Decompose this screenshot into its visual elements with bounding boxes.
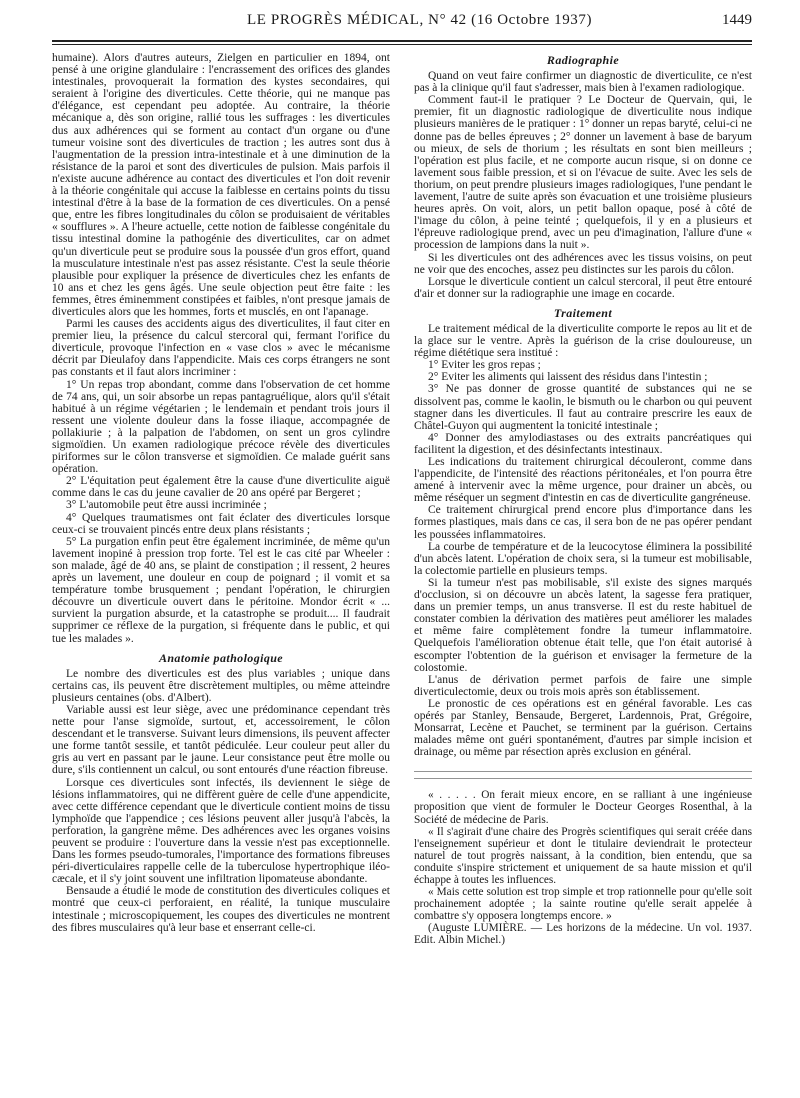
paragraph: Lorsque ces diverticules sont infectés, ils deviennent le siège de lésions inflammatoires, qui ne diffèrent guère de celle d'une appendicite, avec cette différence cependant que le diverticule contient moins de tissu lymphoïde que l'appendice ; ces lésions peuvent aller jusqu'à l'abcès, la perforation, la gangrène même. Des adhérences avec les organes voisins peuvent se produire : l'ouverture dans la vessie n'est pas exceptionnelle. Dans les formes pseudo-tumorales, l'importance des formations fibreuses péri-diverticulaires rappelle celle de la tuberculose hypertrophique iléo-cæcale, et il s'y joint souvent une infiltration lipomateuse abondante. (52, 776, 390, 886)
quote-paragraph: (Auguste LUMIÈRE. — Les horizons de la médecine. Un vol. 1937. Edit. Albin Michel.) (414, 922, 752, 947)
paragraph: L'anus de dérivation permet parfois de faire une simple diverticulectomie, deux ou trois mois après son établissement. (414, 673, 752, 698)
quote-paragraph: « Il s'agirait d'une chaire des Progrès scientifiques qui serait créée dans l'enseignement supérieur et dont le titulaire deviendrait le protecteur naturel de tout progrès naissant, à la condition, bien entendu, que sa conduite s'inspire strictement et uniquement de sa haute mission et qu'il échappe à toutes les influences. (414, 825, 752, 886)
paragraph: 3° Ne pas donner de grosse quantité de substances qui ne se dissolvent pas, comme le kaolin, le bismuth ou le charbon ou qui peuvent stagner dans les diverticules. Il faut au contraire prescrire les eaux de Châtel-Guyon qui augmentent la tonicité intestinale ; (414, 383, 752, 432)
paragraph: Bensaude a étudié le mode de constitution des diverticules coliques et montré que ceux-ci perforaient, en réalité, la tunique musculaire intestinale ; microscopiquement, les coupes des diverticules ne montrent des fibres musculaires qu'à leur base et enserrant celle-ci. (52, 885, 390, 934)
paragraph: Ce traitement chirurgical prend encore plus d'importance dans les formes plastiques, mais dans ce cas, il sera bon de ne pas opérer pendant les poussées inflammatoires. (414, 504, 752, 541)
paragraph: Si la tumeur n'est pas mobilisable, s'il existe des signes marqués d'occlusion, si on découvre un abcès latent, la sagesse fera pratiquer, dans un premier temps, un anus transverse. Il est du reste habituel de constater combien la dérivation des matières peut améliorer les malades et même faire complètement fondre la tumeur inflammatoire. Quelquefois l'amélioration obtenue était telle, que l'on était autorisé à escompter l'obtention de la guérison et envisager la fermeture de la colostomie. (414, 576, 752, 674)
paragraph: 1° Eviter les gros repas ; (428, 359, 541, 372)
section-heading: Anatomie pathologique (158, 650, 284, 665)
left-column (52, 52, 390, 934)
paragraph: Parmi les causes des accidents aigus des diverticulites, il faut citer en premier lieu, la présence du calcul stercoral qui, fermant l'orifice du diverticule, provoque l'infection en « vase clos » avec le mécanisme décrit par Dieulafoy dans l'appendicite. Mais ces corps étrangers ne sont pas constants et il faut alors incriminer : (52, 318, 390, 379)
paragraph: Les indications du traitement chirurgical découleront, comme dans l'appendicite, de l'intensité des réactions péritonéales, et l'on pourra être amené à intervenir avec la même urgence, pour drainer un abcès, ou même réséquer un segment d'intestin en cas de diverticulite gangréneuse. (414, 456, 752, 505)
paragraph: 5° La purgation enfin peut être également incriminée, de même qu'un lavement inopiné à pression trop forte. Tel est le cas cité par Wheeler : son malade, âgé de 40 ans, se plaint de constipation ; il ressent, 2 heures après un lavement, une douleur en coup de poignard ; il vomit et sa température tombe brusquement ; pendant l'opération, le chirurgien découvre un diverticule ouvert dans le péritoine. Mondor écrit « ... survient la purgation absurde, et la catastrophe se produit.... Il faudrait supprimer ce réflexe de la purgation, si fréquente dans le public, et qui tue les malades ». (52, 535, 390, 645)
right-column (414, 52, 752, 947)
paragraph: Variable aussi est leur siège, avec une prédominance cependant très nette pour l'anse sigmoïde, surtout, et, accessoirement, le côlon descendant et le transverse. Suivant leurs dimensions, ils peuvent affecter une forme tantôt sessile, et tantôt pédiculée. Leur couleur peut aller du gris au vert en passant par le jaune. Leur consistance peut être molle ou dure, s'ils contiennent un calcul, ou sont entourés d'une réaction fibreuse. (52, 703, 390, 777)
section-heading: Traitement (553, 305, 613, 320)
paragraph: La courbe de température et de la leucocytose éliminera la possibilité d'un abcès latent. L'opération de choix sera, si la tumeur est mobilisable, la colectomie partielle en plusieurs temps. (414, 540, 752, 577)
section-divider (414, 771, 752, 779)
paragraph: 1° Un repas trop abondant, comme dans l'observation de cet homme de 74 ans, qui, un soir absorbe un repas pantagruélique, alors qu'il s'était habitué à un régime végétarien ; le lendemain et pendant trois jours il ressent une violente douleur dans la fosse iliaque, accompagnée de pollakiurie ; à la palpation de l'abdomen, on sent un gros cylindre sigmoïdien. Un examen radiologique précoce révèle des diverticules piriformes sur le côlon transverse et sigmoïdien. Ce malade guérit sans opération. (52, 378, 390, 476)
journal-title: LE PROGRÈS MÉDICAL, N° 42 (16 Octobre 1937) (247, 12, 593, 28)
quote-paragraph: « Mais cette solution est trop simple et trop rationnelle pour qu'elle soit prochainement adoptée ; la sainte routine qu'elle serait appelée à combattre s'y opposera longtemps encore. » (414, 886, 752, 923)
paragraph: 4° Quelques traumatismes ont fait éclater des diverticules lorsque ceux-ci se trouvaient pincés entre deux plans résistants ; (52, 511, 390, 536)
paragraph: Comment faut-il le pratiquer ? Le Docteur de Quervain, qui, le premier, fit un diagnostic radiologique de diverticulite nous indique plusieurs manières de le pratiquer : 1° donner un repas baryté, celui-ci ne donne pas de belles épreuves ; 2° donner un lavement à base de baryum ou mieux, de sels de thorium ; les résultats en sont bien meilleurs ; l'opération est plus facile, et ne comporte aucun risque, si on donne ce lavement sous faible pression, et si on l'évacue de suite. Avec les sels de thorium, on peut prendre plusieurs images radiologiques, l'une pendant le lavement, l'autre de suite après son évacuation et une troisième plusieurs heures après. On voit, alors, un petit ballon opaque, posé à côté de l'image du côlon, à peine teinté ; quelquefois, il y en a plusieurs et l'épreuve radiologique prend, avec un peu d'imagination, l'allure d'une « procession de lampions dans la nuit ». (414, 94, 752, 252)
section-heading: Radiographie (546, 53, 620, 67)
paragraph: 4° Donner des amylodiastases ou des extraits pancréatiques qui facilitent la digestion, et des désinfectants intestinaux. (414, 431, 752, 456)
page-header (52, 12, 752, 34)
paragraph: Lorsque le diverticule contient un calcul stercoral, il peut être entouré d'air et donner sur la radiographie une image en cocarde. (414, 275, 752, 300)
paragraph: Le nombre des diverticules est des plus variables ; unique dans certains cas, ils peuvent être discrètement multiples, ou même atteindre plusieurs centaines (obs. d'Albert). (52, 667, 390, 704)
header-rule-thin (52, 44, 752, 45)
paragraph: 2° L'équitation peut également être la cause d'une diverticulite aiguë comme dans le cas du jeune cavalier de 20 ans opéré par Bergeret ; (52, 475, 390, 500)
quote-paragraph: « . . . . . On ferait mieux encore, en se ralliant à une ingénieuse proposition que vient de formuler le Docteur Georges Rosenthal, à la Société de médecine de Paris. (414, 789, 752, 826)
paragraph: Quand on veut faire confirmer un diagnostic de diverticulite, ce n'est pas à la clinique qu'il faut s'adresser, mais bien à l'examen radiologique. (414, 70, 752, 95)
paragraph: Le traitement médical de la diverticulite comporte le repos au lit et de la glace sur le ventre. Après la guérison de la crise douloureuse, un régime diététique sera institué : (414, 322, 752, 360)
paragraph: humaine). Alors d'autres auteurs, Zielgen en particulier en 1894, ont pensé à une origine glandulaire : l'encrassement des orifices des glandes intestinales, provoquerait la formation des kystes secondaires, qui seraient à l'origine des diverticules. Cette théorie, qui ne manque pas d'élégance, est cependant peu adoptée. Au contraire, la théorie mécanique a, dès son origine, rallié tous les suffrages : les diverticules dus aux adhérences qui se forment au contact d'un organe ou d'une tumeur voisine sont des diverticules de traction ; les autres sont dus à l'augmentation de la pression intra-intestinale et à une diminution de la résistance de la paroi et sont des diverticules de pulsion. Mais parfois il n'existe aucune adhérence au contact des diverticules et l'on doit revenir à la théorie congénitale qui accuse la faiblesse en certains points du tissu intestinal d'être à la base de la formation de ces diverticules. On a pensé que, entre les fibres longitudinales du côlon se produisaient de véritables « soufflures ». A l'heure actuelle, cette notion de faiblesse congénitale du tissu intestinal domine la pathogénie des diverticulites, car on admet qu'un diverticule peut se produire sous la poussée d'un gros effort, quand la musculature intestinale n'est pas assez résistante. C'est la seule théorie plausible pour expliquer la présence de diverticules chez les enfants de 10 ans et chez les gens âgés. Une seule objection peut être faite : les femmes, êtres éminemment constipées et faibles, n'ont presque jamais de diverticules alors que les hommes, forts et musclés, en ont l'apanage. (52, 52, 390, 318)
paragraph: 2° Eviter les aliments qui laissent des résidus dans l'intestin ; (428, 371, 708, 384)
page-number: 1449 (722, 12, 752, 28)
header-rule (52, 40, 752, 42)
paragraph: Si les diverticules ont des adhérences avec les tissus voisins, on peut ne voir que des encoches, assez peu distinctes sur les parois du côlon. (414, 251, 752, 276)
paragraph: 3° L'automobile peut être aussi incriminée ; (66, 499, 267, 512)
paragraph: Le pronostic de ces opérations est en général favorable. Les cas opérés par Stanley, Bensaude, Bergeret, Lardennois, Prat, Grégoire, Monsarrat, Lecène et Pauchet, se terminent par la guérison. Certains malades même ont guéri spontanément, d'autres par simple incision et drainage, ou même par résection après exclusion en général. (414, 697, 752, 759)
